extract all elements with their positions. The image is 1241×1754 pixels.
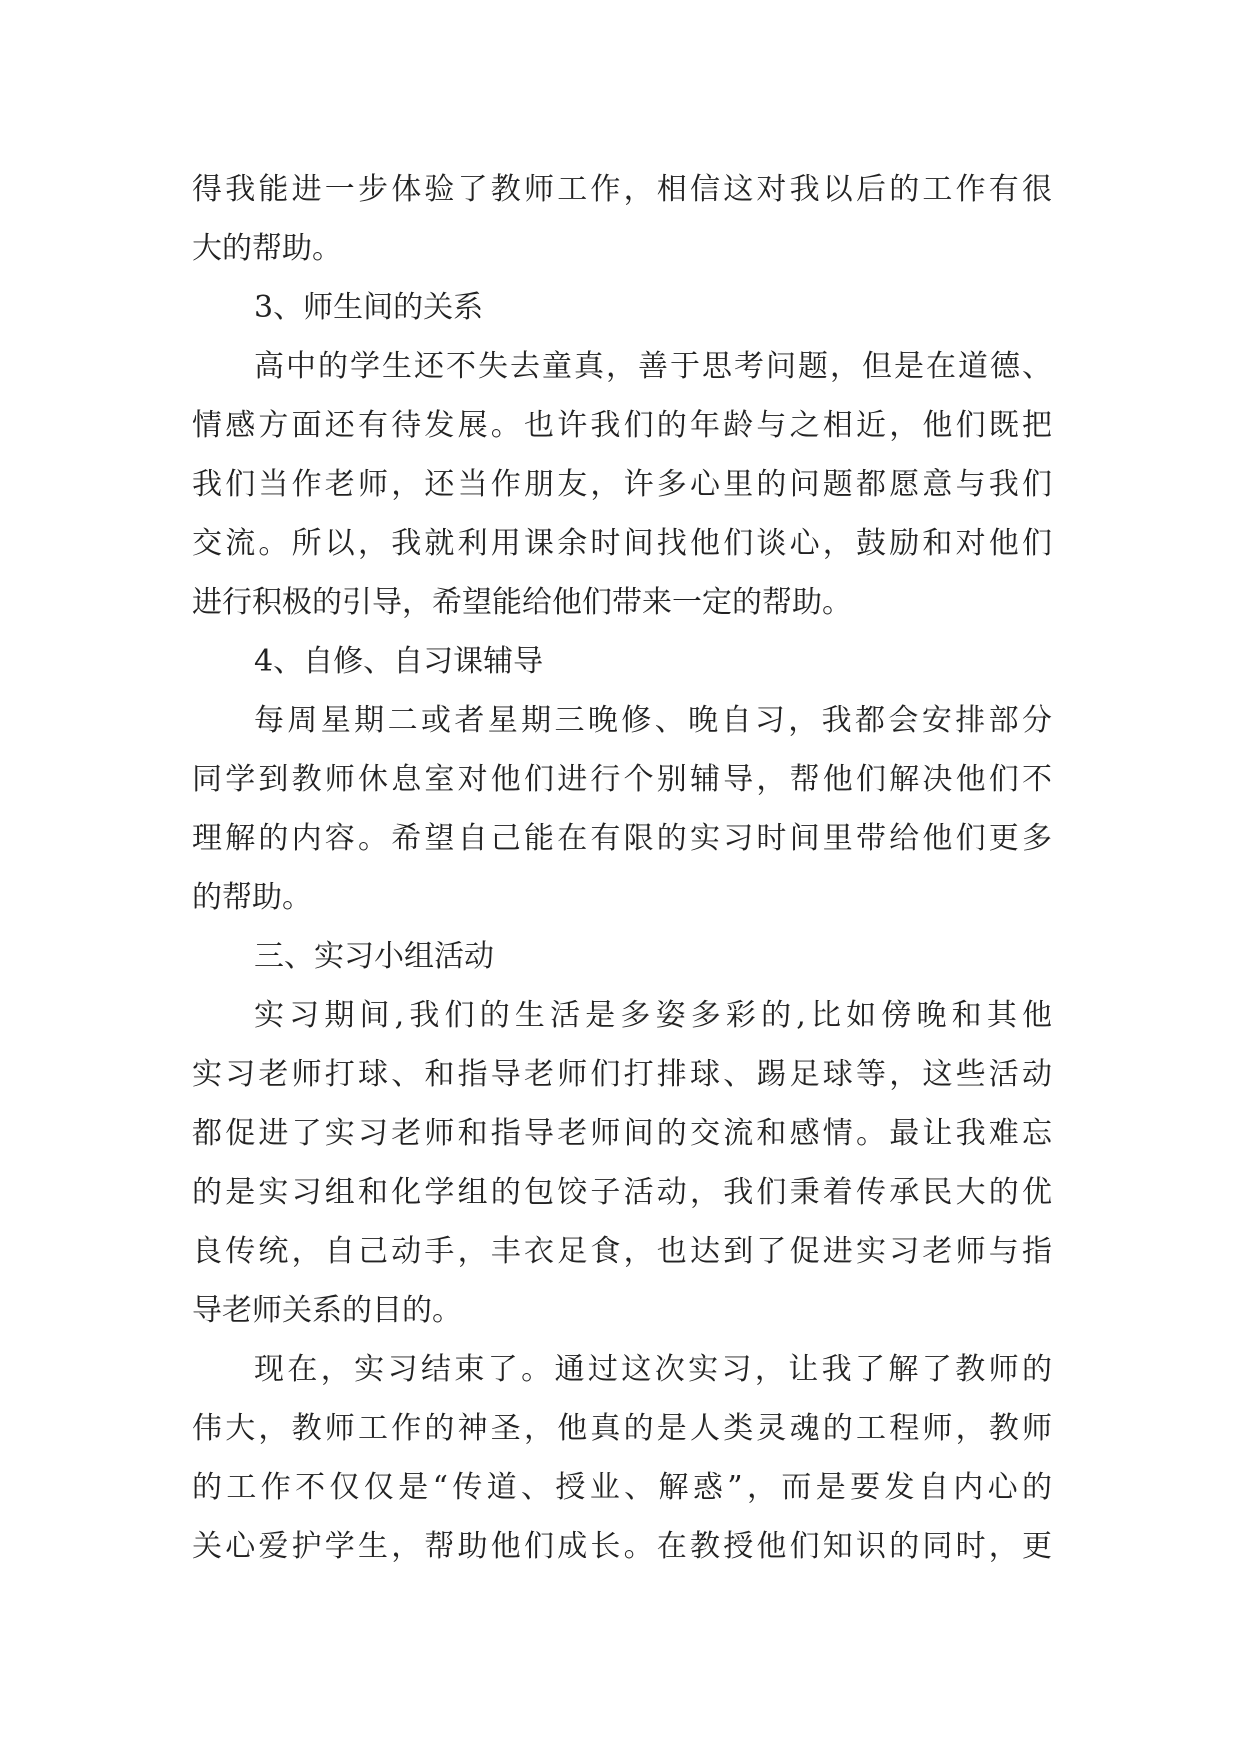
paragraph-line: 大的帮助。 [192, 231, 342, 266]
paragraph-line: 的是实习组和化学组的包饺子活动，我们秉着传承民大的优 [192, 1175, 1052, 1210]
paragraph-line: 良传统，自己动手，丰衣足食，也达到了促进实习老师与指 [192, 1234, 1052, 1269]
paragraph-line: 现在，实习结束了。通过这次实习，让我了解了教师的 [254, 1352, 1052, 1387]
paragraph-line: 伟大，教师工作的神圣，他真的是人类灵魂的工程师，教师 [192, 1411, 1052, 1446]
paragraph-line: 理解的内容。希望自己能在有限的实习时间里带给他们更多 [192, 821, 1052, 856]
paragraph-line: 每周星期二或者星期三晚修、晚自习，我都会安排部分 [254, 703, 1052, 738]
section-heading: 3、师生间的关系 [254, 290, 484, 325]
paragraph-line: 交流。所以，我就利用课余时间找他们谈心，鼓励和对他们 [192, 526, 1052, 561]
section-heading: 4、自修、自习课辅导 [254, 644, 544, 679]
paragraph-line: 都促进了实习老师和指导老师间的交流和感情。最让我难忘 [192, 1116, 1052, 1151]
paragraph-line: 我们当作老师，还当作朋友，许多心里的问题都愿意与我们 [192, 467, 1052, 502]
paragraph-line: 关心爱护学生，帮助他们成长。在教授他们知识的同时，更 [192, 1529, 1052, 1564]
paragraph-line: 的帮助。 [192, 880, 312, 915]
paragraph-line: 导老师关系的目的。 [192, 1293, 462, 1328]
paragraph-line: 的工作不仅仅是“传道、授业、解惑”，而是要发自内心的 [192, 1470, 1052, 1505]
section-heading: 三、实习小组活动 [254, 939, 494, 974]
paragraph-line: 情感方面还有待发展。也许我们的年龄与之相近，他们既把 [192, 408, 1052, 443]
paragraph-line: 进行积极的引导，希望能给他们带来一定的帮助。 [192, 585, 852, 620]
paragraph-line: 同学到教师休息室对他们进行个别辅导，帮他们解决他们不 [192, 762, 1052, 797]
paragraph-line: 实习期间,我们的生活是多姿多彩的,比如傍晚和其他 [254, 998, 1052, 1033]
paragraph-line: 实习老师打球、和指导老师们打排球、踢足球等，这些活动 [192, 1057, 1052, 1092]
paragraph-line: 高中的学生还不失去童真，善于思考问题，但是在道德、 [254, 349, 1052, 384]
document-body [192, 160, 1052, 1576]
paragraph-line: 得我能进一步体验了教师工作，相信这对我以后的工作有很 [192, 172, 1052, 207]
